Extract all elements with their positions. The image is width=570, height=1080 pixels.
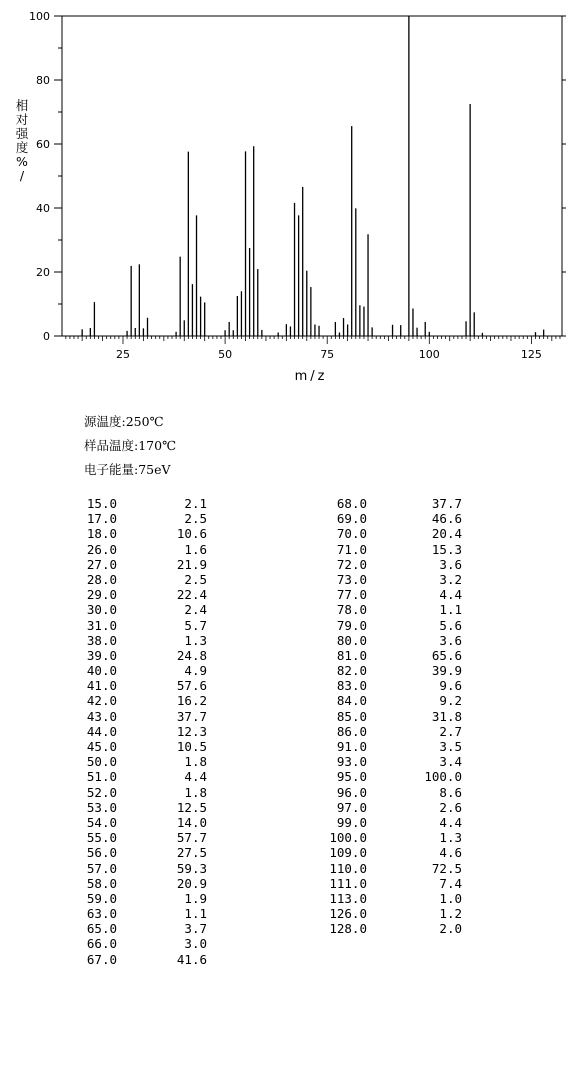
- mz-value: 99.0: [336, 814, 367, 830]
- table-row: [326, 678, 462, 693]
- mz-value: 81.0: [336, 647, 367, 663]
- table-row: [326, 663, 462, 678]
- table-row: [76, 709, 207, 724]
- intensity-value: 9.2: [439, 693, 462, 709]
- peak-table-right: [326, 496, 462, 936]
- x-tick-label: 75: [320, 348, 335, 361]
- y-tick-label: 100: [29, 10, 50, 23]
- intensity-value: 3.2: [439, 571, 462, 587]
- table-row: [76, 526, 207, 541]
- intensity-value: 16.2: [176, 693, 207, 709]
- mz-value: 68.0: [336, 496, 367, 511]
- mz-value: 63.0: [86, 906, 117, 922]
- table-row: [326, 648, 462, 663]
- mz-value: 17.0: [86, 511, 117, 527]
- table-row: [76, 633, 207, 648]
- intensity-value: 59.3: [176, 860, 207, 876]
- mz-value: 91.0: [336, 739, 367, 754]
- table-row: [76, 724, 207, 739]
- table-row: [326, 769, 462, 784]
- mz-value: 93.0: [336, 754, 367, 770]
- mz-value: 55.0: [86, 830, 117, 846]
- table-row: [76, 663, 207, 678]
- mz-value: 71.0: [336, 541, 367, 557]
- y-tick-label: 60: [36, 138, 50, 151]
- table-row: [326, 785, 462, 800]
- x-axis-label: m/z: [294, 369, 328, 384]
- table-row: [326, 602, 462, 617]
- table-row: [76, 891, 207, 906]
- mz-value: 53.0: [86, 799, 117, 815]
- mz-value: 77.0: [336, 587, 367, 603]
- mz-value: 50.0: [86, 754, 117, 770]
- mz-value: 73.0: [336, 571, 367, 587]
- mz-value: 41.0: [86, 678, 117, 694]
- intensity-value: 20.9: [176, 875, 207, 891]
- table-row: [326, 800, 462, 815]
- mz-value: 56.0: [86, 845, 117, 861]
- y-axis-ticks: [29, 10, 566, 343]
- intensity-value: 100.0: [424, 769, 462, 785]
- mz-value: 66.0: [86, 936, 117, 952]
- intensity-value: 39.9: [431, 663, 462, 679]
- intensity-value: 4.4: [439, 587, 462, 603]
- mz-value: 86.0: [336, 723, 367, 739]
- intensity-value: 1.2: [439, 906, 462, 922]
- mz-value: 113.0: [329, 890, 367, 906]
- mz-value: 15.0: [86, 496, 117, 511]
- mz-value: 42.0: [86, 693, 117, 709]
- mz-value: 31.0: [86, 617, 117, 633]
- intensity-value: 3.6: [439, 556, 462, 572]
- intensity-value: 3.6: [439, 632, 462, 648]
- intensity-value: 1.9: [184, 890, 207, 906]
- intensity-value: 57.6: [176, 678, 207, 694]
- mz-value: 30.0: [86, 602, 117, 618]
- intensity-value: 12.5: [176, 799, 207, 815]
- table-row: [76, 861, 207, 876]
- table-row: [326, 906, 462, 921]
- mz-value: 38.0: [86, 632, 117, 648]
- electron-energy: 电子能量:75eV: [84, 462, 171, 477]
- table-row: [326, 572, 462, 587]
- table-row: [76, 936, 207, 951]
- intensity-value: 46.6: [431, 511, 462, 527]
- mz-value: 110.0: [329, 860, 367, 876]
- mz-value: 84.0: [336, 693, 367, 709]
- intensity-value: 9.6: [439, 678, 462, 694]
- table-row: [326, 587, 462, 602]
- intensity-value: 4.6: [439, 845, 462, 861]
- table-row: [76, 557, 207, 572]
- peak-table-left: [76, 496, 207, 967]
- table-row: [326, 526, 462, 541]
- table-row: [326, 542, 462, 557]
- mz-value: 96.0: [336, 784, 367, 800]
- mz-value: 97.0: [336, 799, 367, 815]
- intensity-value: 1.8: [184, 784, 207, 800]
- table-row: [76, 693, 207, 708]
- table-row: [76, 678, 207, 693]
- table-row: [76, 602, 207, 617]
- sample-temperature: 样品温度:170℃: [84, 438, 177, 453]
- table-row: [76, 587, 207, 602]
- table-row: [76, 496, 207, 511]
- y-tick-label: 80: [36, 74, 50, 87]
- mz-value: 54.0: [86, 814, 117, 830]
- table-row: [76, 572, 207, 587]
- plot-border: [62, 16, 562, 336]
- mz-value: 29.0: [86, 587, 117, 603]
- table-row: [326, 876, 462, 891]
- peak-bars: [82, 16, 543, 336]
- intensity-value: 2.4: [184, 602, 207, 618]
- table-row: [326, 754, 462, 769]
- intensity-value: 14.0: [176, 814, 207, 830]
- mz-value: 18.0: [86, 526, 117, 542]
- mz-value: 52.0: [86, 784, 117, 800]
- table-row: [76, 739, 207, 754]
- mz-value: 69.0: [336, 511, 367, 527]
- mz-value: 95.0: [336, 769, 367, 785]
- intensity-value: 1.6: [184, 541, 207, 557]
- mz-value: 85.0: [336, 708, 367, 724]
- table-row: [326, 739, 462, 754]
- table-row: [76, 906, 207, 921]
- intensity-value: 4.4: [184, 769, 207, 785]
- table-row: [326, 845, 462, 860]
- intensity-value: 2.7: [439, 723, 462, 739]
- intensity-value: 2.5: [184, 511, 207, 527]
- y-tick-label: 20: [36, 266, 50, 279]
- table-row: [326, 693, 462, 708]
- mz-value: 67.0: [86, 951, 117, 967]
- source-temperature: 源温度:250℃: [84, 414, 164, 429]
- table-row: [76, 785, 207, 800]
- intensity-value: 3.4: [439, 754, 462, 770]
- intensity-value: 4.9: [184, 663, 207, 679]
- intensity-value: 7.4: [439, 875, 462, 891]
- intensity-value: 10.5: [176, 739, 207, 754]
- table-row: [326, 724, 462, 739]
- intensity-value: 22.4: [176, 587, 207, 603]
- table-row: [76, 845, 207, 860]
- intensity-value: 57.7: [176, 830, 207, 846]
- mz-value: 79.0: [336, 617, 367, 633]
- intensity-value: 72.5: [431, 860, 462, 876]
- table-row: [326, 921, 462, 936]
- intensity-value: 2.5: [184, 571, 207, 587]
- intensity-value: 2.0: [439, 921, 462, 937]
- mz-value: 128.0: [329, 921, 367, 937]
- intensity-value: 37.7: [431, 496, 462, 511]
- mz-value: 100.0: [329, 830, 367, 846]
- mz-value: 58.0: [86, 875, 117, 891]
- table-row: [326, 496, 462, 511]
- intensity-value: 2.6: [439, 799, 462, 815]
- mz-value: 26.0: [86, 541, 117, 557]
- intensity-value: 27.5: [176, 845, 207, 861]
- intensity-value: 41.6: [176, 951, 207, 967]
- intensity-value: 3.5: [439, 739, 462, 754]
- table-row: [76, 952, 207, 967]
- table-row: [76, 830, 207, 845]
- mz-value: 39.0: [86, 647, 117, 663]
- table-row: [326, 511, 462, 526]
- mz-value: 44.0: [86, 723, 117, 739]
- mass-spectrum-chart: [0, 0, 570, 390]
- intensity-value: 65.6: [431, 647, 462, 663]
- mz-value: 45.0: [86, 739, 117, 754]
- table-row: [326, 618, 462, 633]
- table-row: [76, 815, 207, 830]
- table-row: [326, 830, 462, 845]
- table-row: [76, 618, 207, 633]
- mz-value: 72.0: [336, 556, 367, 572]
- mz-value: 65.0: [86, 921, 117, 937]
- mz-value: 51.0: [86, 769, 117, 785]
- intensity-value: 12.3: [176, 723, 207, 739]
- intensity-value: 3.0: [184, 936, 207, 952]
- intensity-value: 1.8: [184, 754, 207, 770]
- x-tick-label: 50: [218, 348, 233, 361]
- intensity-value: 1.1: [184, 906, 207, 922]
- table-row: [326, 557, 462, 572]
- x-tick-label: 25: [116, 348, 130, 361]
- intensity-value: 15.3: [431, 541, 462, 557]
- mz-value: 126.0: [329, 906, 367, 922]
- intensity-value: 5.6: [439, 617, 462, 633]
- intensity-value: 37.7: [176, 708, 207, 724]
- table-row: [326, 815, 462, 830]
- x-axis-ticks: [66, 336, 560, 361]
- y-axis-label: 相对强度% /: [15, 98, 29, 183]
- mz-value: 27.0: [86, 556, 117, 572]
- intensity-value: 1.3: [439, 830, 462, 846]
- table-row: [326, 709, 462, 724]
- mz-value: 78.0: [336, 602, 367, 618]
- x-tick-label: 125: [520, 348, 542, 361]
- y-tick-label: 0: [43, 330, 50, 343]
- table-row: [76, 511, 207, 526]
- intensity-value: 2.1: [184, 496, 207, 511]
- table-row: [76, 754, 207, 769]
- intensity-value: 3.7: [184, 921, 207, 937]
- x-tick-label: 100: [418, 348, 440, 361]
- intensity-value: 21.9: [176, 556, 207, 572]
- table-row: [76, 769, 207, 784]
- intensity-value: 24.8: [176, 647, 207, 663]
- mz-value: 80.0: [336, 632, 367, 648]
- table-row: [76, 542, 207, 557]
- table-row: [76, 921, 207, 936]
- intensity-value: 10.6: [176, 526, 207, 542]
- intensity-value: 20.4: [431, 526, 462, 542]
- mz-value: 40.0: [86, 663, 117, 679]
- table-row: [326, 891, 462, 906]
- table-row: [76, 800, 207, 815]
- mz-value: 82.0: [336, 663, 367, 679]
- intensity-value: 4.4: [439, 814, 462, 830]
- mz-value: 59.0: [86, 890, 117, 906]
- intensity-value: 1.1: [439, 602, 462, 618]
- mz-value: 109.0: [329, 845, 367, 861]
- intensity-value: 5.7: [184, 617, 207, 633]
- mz-value: 28.0: [86, 571, 117, 587]
- mz-value: 83.0: [336, 678, 367, 694]
- intensity-value: 1.3: [184, 632, 207, 648]
- mz-value: 43.0: [86, 708, 117, 724]
- table-row: [326, 633, 462, 648]
- mz-value: 111.0: [329, 875, 367, 891]
- mz-value: 70.0: [336, 526, 367, 542]
- plot-frame: [62, 16, 562, 336]
- intensity-value: 8.6: [439, 784, 462, 800]
- table-row: [76, 648, 207, 663]
- mz-value: 57.0: [86, 860, 117, 876]
- table-row: [76, 876, 207, 891]
- intensity-value: 1.0: [439, 890, 462, 906]
- table-row: [326, 861, 462, 876]
- intensity-value: 31.8: [431, 708, 462, 724]
- y-tick-label: 40: [36, 202, 50, 215]
